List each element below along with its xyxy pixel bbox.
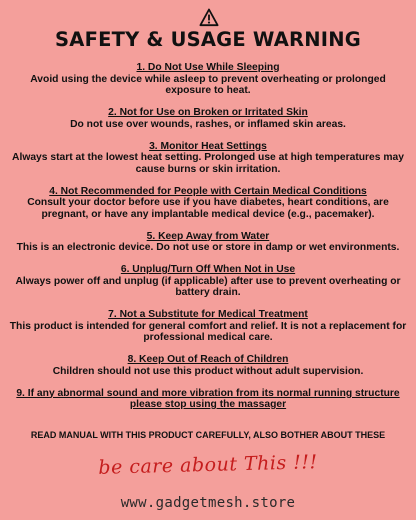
warning-item-7: [6, 309, 410, 344]
warning-body: Always power off and unplug (if applicable) after use to prevent overheating or battery drain.: [15, 275, 401, 298]
warning-item-6: [6, 264, 410, 299]
warning-item-9: [6, 388, 410, 411]
warning-item-1: [6, 62, 410, 97]
warning-triangle-icon: [199, 8, 219, 27]
warning-body: This product is intended for general comfort and relief. It is not a replacement for professional medical care.: [9, 320, 407, 343]
warning-heading: 1. Do Not Use While Sleeping: [136, 62, 280, 73]
warning-body: This is an electronic device. Do not use or store in damp or wet environments.: [16, 242, 400, 253]
warning-item-3: [6, 141, 410, 176]
warning-heading: 7. Not a Substitute for Medical Treatment: [108, 309, 308, 320]
website-url[interactable]: www.gadgetmesh.store: [120, 495, 296, 511]
warning-heading: 3. Monitor Heat Settings: [149, 140, 267, 152]
warning-item-4: [6, 186, 410, 221]
warning-heading: 5. Keep Away from Water: [146, 230, 270, 242]
warning-body: Do not use over wounds, rashes, or inflamed skin areas.: [70, 118, 346, 130]
warning-heading: 6. Unplug/Turn Off When Not in Use: [120, 264, 296, 275]
warning-item-5: [6, 231, 410, 254]
footer-note: READ MANUAL WITH THIS PRODUCT CAREFULLY, ALSO BOTHER ABOUT THESE: [30, 430, 386, 440]
warning-heading: 8. Keep Out of Reach of Children: [127, 354, 289, 365]
warning-heading: 4. Not Recommended for People with Certain Medical Conditions: [49, 185, 367, 197]
warning-heading: 9. If any abnormal sound and more vibration from its normal running structure please stop using the massager: [16, 387, 400, 410]
handwritten-note: be care about This !!!: [98, 451, 318, 479]
warning-heading: 2. Not for Use on Broken or Irritated Skin: [108, 107, 308, 118]
warning-item-2: [6, 107, 410, 130]
warning-item-8: [6, 354, 410, 377]
warning-body: Children should not use this product without adult supervision.: [52, 365, 364, 377]
warning-list: [6, 62, 410, 421]
warning-body: Consult your doctor before use if you have diabetes, heart conditions, are pregnant, or have any implantable medical device (e.g., pacemaker).: [27, 197, 389, 220]
page-title: SAFETY & USAGE WARNING: [55, 28, 361, 51]
warning-body: Avoid using the device while asleep to prevent overheating or prolonged exposure to heat.: [30, 73, 386, 96]
warning-body: Always start at the lowest heat setting. Prolonged use at high temperatures may cause burns or skin irritation.: [12, 152, 404, 175]
